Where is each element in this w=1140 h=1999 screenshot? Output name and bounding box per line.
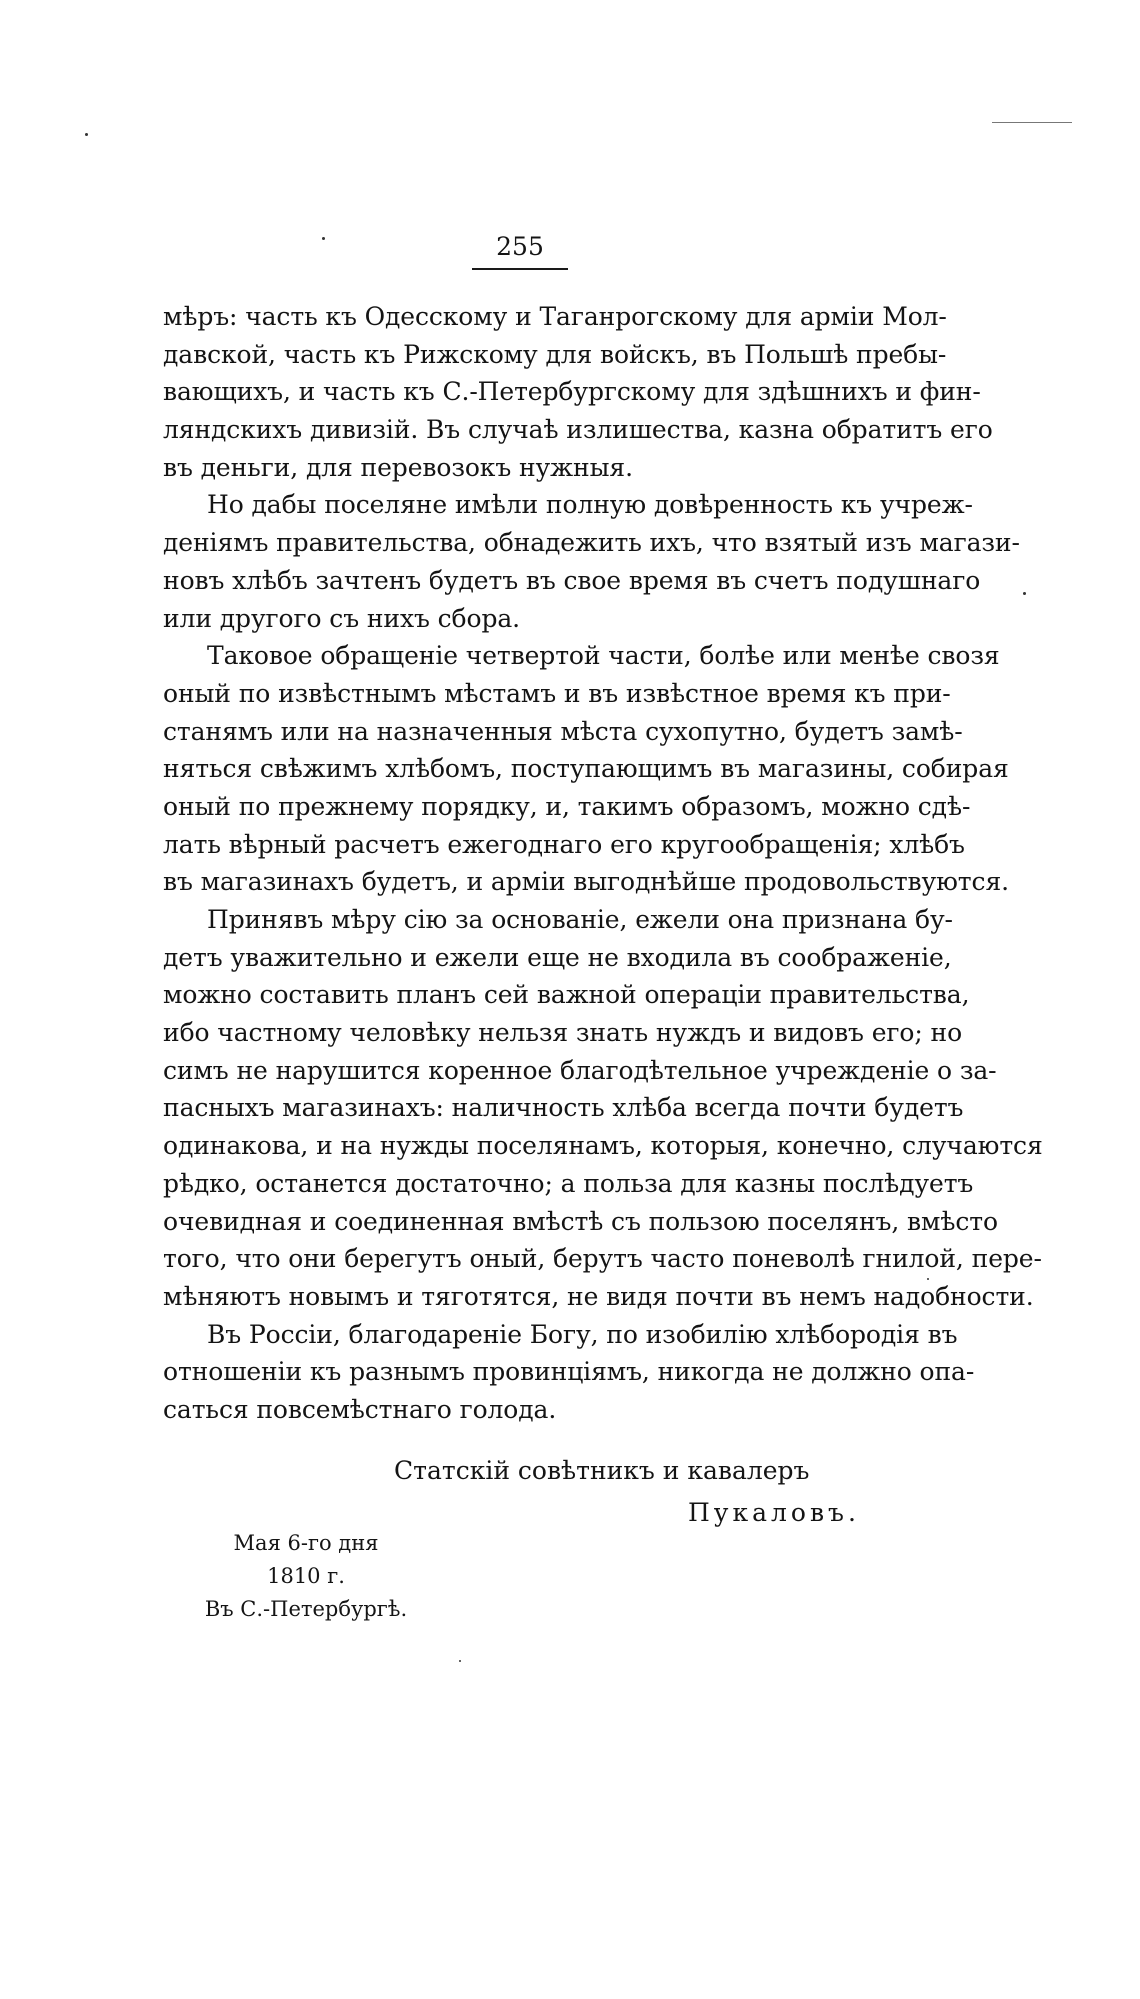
scan-speck — [927, 1278, 929, 1280]
text-line: Принявъ мѣру сію за основаніе, ежели она признана бу- — [207, 905, 953, 934]
dateline-year: 1810 г. — [267, 1564, 345, 1588]
text-line: вающихъ, и часть къ С.-Петербургскому для здѣшнихъ и фин- — [163, 377, 981, 407]
paragraph-1 — [163, 298, 993, 486]
text-line: оный по извѣстнымъ мѣстамъ и въ извѣстное время къ при- — [163, 678, 951, 708]
text-line: новъ хлѣбъ зачтенъ будетъ въ свое время въ счетъ подушнаго — [163, 565, 981, 595]
text-line: рѣдко, останется достаточно; а польза для казны послѣдуетъ — [163, 1168, 974, 1198]
text-line: въ деньги, для перевозокъ нужныя. — [163, 452, 633, 482]
page-number: 255 — [496, 232, 544, 261]
page-number-rule — [472, 268, 568, 270]
paragraph-3 — [163, 637, 1009, 901]
signature-title: Статскій совѣтникъ и кавалеръ — [394, 1456, 810, 1485]
text-line: лать вѣрный расчетъ ежегоднаго его кругообращенія; хлѣбъ — [163, 829, 965, 859]
text-line: того, что они берегутъ оный, берутъ часто поневолѣ гнилой, пере- — [163, 1244, 1042, 1274]
paragraph-4 — [163, 901, 1043, 1316]
dateline-place: Въ С.-Петербургѣ. — [204, 1597, 408, 1621]
text-line: саться повсемѣстнаго голода. — [163, 1394, 557, 1424]
text-line: давской, часть къ Рижскому для войскъ, въ Польшѣ пребы- — [163, 339, 947, 369]
text-line: можно составить планъ сей важной операціи правительства, — [163, 980, 970, 1010]
text-line: Таковое обращеніе четвертой части, болѣе или менѣе свозя — [207, 641, 1000, 671]
scan-speck — [322, 237, 325, 240]
scan-speck — [85, 133, 88, 136]
text-line: Въ Россіи, благодареніе Богу, по изобилію хлѣбородія въ — [207, 1319, 958, 1349]
text-line: мѣняютъ новымъ и тяготятся, не видя почти въ немъ надобности. — [163, 1281, 1034, 1311]
text-line: отношеніи къ разнымъ провинціямъ, никогда не должно опа- — [163, 1357, 975, 1387]
text-line: няться свѣжимъ хлѣбомъ, поступающимъ въ магазины, собирая — [163, 754, 1009, 784]
paragraph-5 — [163, 1316, 975, 1429]
paragraph-2 — [163, 486, 1020, 637]
scan-speck — [459, 1660, 461, 1662]
text-line: ляндскихъ дивизій. Въ случаѣ излишества, казна обратитъ его — [163, 415, 993, 445]
dateline-date: Мая 6-го дня — [233, 1531, 379, 1555]
text-line: оный по прежнему порядку, и, такимъ образомъ, можно сдѣ- — [163, 791, 971, 821]
text-line: пасныхъ магазинахъ: наличность хлѣба всегда почти будетъ — [163, 1093, 964, 1123]
text-line: одинакова, и на нужды поселянамъ, которыя, конечно, случаются — [163, 1131, 1043, 1161]
text-line: очевидная и соединенная вмѣстѣ съ пользою поселянъ, вмѣсто — [163, 1206, 998, 1236]
text-line: симъ не нарушится коренное благодѣтельное учрежденіе о за- — [163, 1055, 997, 1085]
text-line: мѣръ: часть къ Одесскому и Таганрогскому для арміи Мол- — [163, 302, 947, 331]
text-line: станямъ или на назначенныя мѣста сухопутно, будетъ замѣ- — [163, 716, 963, 746]
text-line: Но дабы поселяне имѣли полную довѣренность къ учреж- — [207, 490, 973, 520]
text-line: ибо частному человѣку нельзя знать нуждъ и видовъ его; но — [163, 1018, 963, 1048]
text-line: въ магазинахъ будетъ, и арміи выгоднѣйше продовольствуются. — [163, 867, 1009, 897]
body-text — [163, 298, 1043, 1429]
scan-speck — [1023, 592, 1026, 595]
signature-name: Пукаловъ. — [688, 1498, 860, 1527]
text-line: деніямъ правительства, обнадежить ихъ, что взятый изъ магази- — [163, 528, 1020, 558]
scan-mark — [992, 122, 1072, 123]
text-line: или другого съ нихъ сбора. — [163, 603, 520, 633]
text-line: детъ уважительно и ежели еще не входила въ соображеніе, — [163, 942, 952, 972]
